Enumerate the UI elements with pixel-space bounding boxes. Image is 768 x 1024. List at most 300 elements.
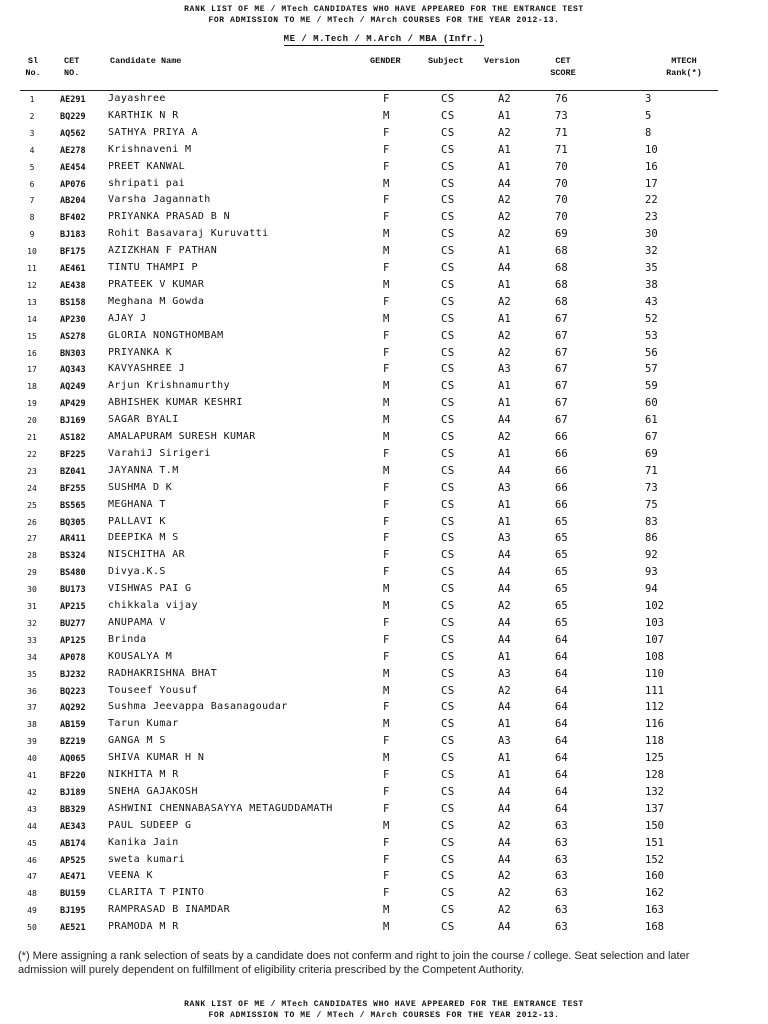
gender: F	[383, 785, 390, 798]
mtech-rank: 162	[645, 887, 664, 900]
cet-score: 66	[555, 464, 568, 477]
subject: CS	[441, 616, 455, 629]
subject: CS	[441, 481, 455, 494]
cet-number: BJ195	[60, 906, 86, 917]
footer-line-2: FOR ADMISSION TO ME / MTech / MArch COURSES FOR THE YEAR 2012-13.	[208, 1011, 560, 1020]
cet-number: AP230	[60, 314, 86, 325]
mtech-rank: 128	[645, 769, 664, 781]
cet-score: 67	[555, 380, 568, 393]
candidate-name: PRIYANKA PRASAD B N	[108, 211, 230, 223]
gender: M	[383, 684, 390, 697]
mtech-rank: 56	[645, 346, 658, 359]
gender: F	[383, 566, 390, 579]
subject: CS	[441, 126, 455, 139]
subject: CS	[441, 414, 455, 427]
mtech-rank: 57	[645, 363, 658, 376]
candidate-name: Arjun Krishnamurthy	[108, 380, 230, 392]
subject: CS	[441, 532, 455, 545]
subject: CS	[441, 194, 455, 207]
gender: F	[383, 735, 390, 748]
gender: M	[383, 718, 390, 731]
cet-number: AE291	[60, 95, 86, 105]
candidate-name: chikkala vijay	[108, 600, 198, 611]
candidate-name: PRATEEK V KUMAR	[108, 278, 205, 290]
sl-number: 9	[29, 230, 35, 240]
cet-score: 64	[555, 785, 568, 798]
cet-score: 66	[555, 447, 568, 460]
gender: M	[383, 109, 390, 122]
col-cet-no	[64, 55, 79, 79]
table-row	[0, 854, 768, 871]
cet-score: 71	[555, 126, 568, 139]
subtitle-text: ME / M.Tech / M.Arch / MBA (Infr.)	[283, 34, 485, 44]
subject: CS	[441, 718, 455, 731]
candidate-name: CLARITA T PINTO	[108, 887, 205, 899]
cet-score: 65	[555, 583, 568, 596]
gender: F	[383, 887, 390, 900]
candidate-name: MEGHANA T	[108, 498, 166, 510]
gender: F	[383, 329, 390, 342]
candidate-name: NIKHITA M R	[108, 769, 179, 780]
cet-score: 63	[555, 887, 568, 900]
cet-number: BJ183	[60, 230, 86, 241]
cet-score: 63	[555, 904, 568, 917]
table-row	[0, 820, 768, 837]
table-row	[0, 904, 768, 921]
sl-number: 42	[27, 787, 37, 797]
version: A1	[498, 515, 511, 528]
candidate-name: RADHAKRISHNA BHAT	[108, 667, 218, 679]
cet-score: 64	[555, 769, 568, 781]
mtech-rank: 83	[645, 515, 658, 528]
subject: CS	[441, 819, 455, 832]
gender: M	[383, 177, 390, 190]
table-row	[0, 735, 768, 752]
cet-number: AR411	[60, 534, 86, 545]
mtech-rank: 152	[645, 853, 664, 866]
sl-number: 40	[27, 754, 37, 764]
cet-number: BJ232	[60, 669, 86, 680]
table-row	[0, 448, 768, 465]
version: A4	[498, 633, 511, 646]
table-row	[0, 549, 768, 566]
gender: M	[383, 228, 390, 241]
mtech-rank: 94	[645, 583, 658, 596]
col-sl-line2: No.	[25, 68, 41, 78]
sl-number: 5	[29, 162, 35, 172]
table-row	[0, 583, 768, 600]
mtech-rank: 125	[645, 752, 664, 765]
version: A4	[498, 836, 511, 849]
sl-number: 18	[27, 382, 37, 392]
mtech-rank: 3	[645, 93, 652, 105]
subject: CS	[441, 447, 455, 460]
sl-number: 21	[27, 433, 37, 442]
col-sl-line1: Sl	[27, 56, 39, 66]
cet-number: BB329	[60, 804, 86, 815]
table-row	[0, 668, 768, 685]
gender: F	[383, 515, 390, 528]
col-rank-line2: Rank(*)	[666, 68, 702, 78]
sl-number: 4	[29, 145, 35, 155]
cet-number: AP078	[60, 652, 86, 663]
table-row	[0, 887, 768, 904]
table-row	[0, 313, 768, 330]
version: A2	[498, 93, 511, 105]
col-candidate-name: Candidate Name	[110, 56, 182, 66]
candidate-name: PRIYANKA K	[108, 346, 173, 358]
table-row	[0, 363, 768, 380]
sl-number: 37	[27, 703, 37, 713]
mtech-rank: 163	[645, 904, 664, 917]
sl-number: 45	[27, 838, 37, 848]
candidate-name: Jayashree	[108, 93, 166, 104]
candidate-name: Sushma Jeevappa Basanagoudar	[108, 701, 288, 713]
table-row	[0, 127, 768, 144]
candidate-name: Brinda	[108, 633, 147, 645]
sl-number: 20	[27, 416, 37, 426]
table-row	[0, 245, 768, 262]
sl-number: 23	[27, 466, 37, 476]
cet-number: BS480	[60, 568, 86, 579]
mtech-rank: 111	[645, 684, 664, 697]
candidate-name: AJAY J	[108, 312, 147, 324]
cet-number: AP076	[60, 179, 86, 190]
cet-score: 64	[555, 735, 568, 748]
col-cet-line2: NO.	[64, 68, 80, 78]
candidate-name: DEEPIKA M S	[108, 532, 179, 544]
cet-score: 65	[555, 600, 568, 612]
cet-number: BQ229	[60, 111, 86, 122]
cet-number: AE461	[60, 264, 86, 274]
mtech-rank: 107	[645, 633, 664, 646]
mtech-rank: 8	[645, 126, 652, 139]
mtech-rank: 102	[645, 600, 664, 612]
sl-number: 39	[27, 737, 37, 747]
subject: CS	[441, 921, 455, 934]
mtech-rank: 69	[645, 447, 658, 460]
subject: CS	[441, 93, 455, 105]
version: A2	[498, 684, 511, 697]
subject: CS	[441, 312, 455, 325]
candidate-name: RAMPRASAD B INAMDAR	[108, 904, 230, 916]
sl-number: 29	[27, 568, 37, 578]
candidate-name: SAGAR BYALI	[108, 414, 179, 426]
gender: F	[383, 262, 390, 274]
table-row	[0, 516, 768, 533]
cet-number: AQ065	[60, 754, 86, 765]
table-row	[0, 685, 768, 702]
gender: M	[383, 667, 390, 680]
subject: CS	[441, 853, 455, 866]
cet-number: AE343	[60, 821, 86, 832]
candidate-name: JAYANNA T.M	[108, 464, 179, 476]
cet-score: 63	[555, 819, 568, 832]
col-score-line2: SCORE	[550, 68, 576, 78]
table-row	[0, 194, 768, 211]
version: A2	[498, 431, 511, 443]
mtech-rank: 67	[645, 431, 658, 443]
candidate-name: KAVYASHREE J	[108, 363, 186, 375]
subject: CS	[441, 549, 455, 562]
cet-score: 65	[555, 616, 568, 629]
sl-number: 10	[27, 247, 37, 257]
cet-number: AE471	[60, 872, 86, 883]
subject: CS	[441, 295, 455, 308]
subject: CS	[441, 887, 455, 900]
col-cet-line1: CET	[64, 56, 80, 66]
sl-number: 26	[27, 517, 37, 527]
version: A2	[498, 228, 511, 241]
sl-number: 17	[27, 365, 37, 375]
mtech-rank: 22	[645, 194, 658, 207]
cet-number: BZ041	[60, 466, 86, 477]
candidate-name: PREET KANWAL	[108, 160, 186, 172]
table-row	[0, 532, 768, 549]
subject: CS	[441, 600, 455, 612]
gender: F	[383, 93, 390, 105]
table-row	[0, 837, 768, 854]
cet-number: AP429	[60, 399, 86, 410]
version: A3	[498, 532, 511, 545]
version: A2	[498, 211, 511, 224]
subject: CS	[441, 785, 455, 798]
sl-number: 24	[27, 483, 37, 493]
sl-number: 30	[27, 585, 37, 595]
version: A4	[498, 549, 511, 562]
gender: F	[383, 481, 390, 494]
gender: M	[383, 380, 390, 393]
gender: M	[383, 397, 390, 410]
cet-number: AE438	[60, 280, 86, 291]
gender: F	[383, 549, 390, 562]
cet-score: 67	[555, 329, 568, 342]
cet-number: BZ219	[60, 737, 86, 748]
candidate-name: PALLAVI K	[108, 515, 166, 527]
candidate-name: SATHYA PRIYA A	[108, 126, 198, 138]
candidate-name: KARTHIK N R	[108, 109, 179, 121]
cet-number: AQ562	[60, 128, 86, 139]
cet-score: 63	[555, 870, 568, 883]
gender: F	[383, 363, 390, 376]
mtech-rank: 17	[645, 177, 658, 190]
version: A4	[498, 785, 511, 798]
cet-score: 67	[555, 414, 568, 427]
sl-number: 1	[29, 95, 35, 104]
cet-number: BF220	[60, 771, 86, 781]
cet-number: AE454	[60, 162, 86, 173]
cet-number: AP215	[60, 602, 86, 612]
sl-number: 22	[27, 449, 37, 459]
subject: CS	[441, 211, 455, 224]
mtech-rank: 61	[645, 414, 658, 427]
subject: CS	[441, 802, 455, 815]
cet-number: BU277	[60, 618, 86, 629]
table-row	[0, 397, 768, 414]
cet-score: 64	[555, 701, 568, 714]
subject: CS	[441, 346, 455, 359]
candidate-name: PAUL SUDEEP G	[108, 819, 192, 831]
version: A2	[498, 904, 511, 917]
version: A1	[498, 650, 511, 663]
gender: F	[383, 701, 390, 714]
cet-number: AE521	[60, 923, 86, 934]
cet-score: 64	[555, 802, 568, 815]
cet-number: AQ249	[60, 382, 86, 393]
mtech-rank: 23	[645, 211, 658, 224]
version: A2	[498, 870, 511, 883]
cet-score: 64	[555, 684, 568, 697]
gender: F	[383, 836, 390, 849]
candidate-name: shripati pai	[108, 177, 186, 189]
mtech-rank: 71	[645, 464, 658, 477]
mtech-rank: 38	[645, 278, 658, 291]
cet-number: BU159	[60, 889, 86, 900]
version: A1	[498, 160, 511, 173]
mtech-rank: 43	[645, 295, 658, 308]
version: A2	[498, 126, 511, 139]
cet-score: 64	[555, 718, 568, 731]
table-row	[0, 786, 768, 803]
version: A4	[498, 464, 511, 477]
table-row	[0, 279, 768, 296]
gender: M	[383, 278, 390, 291]
cet-score: 68	[555, 262, 568, 274]
version: A1	[498, 718, 511, 731]
table-row	[0, 482, 768, 499]
table-row	[0, 499, 768, 516]
mtech-rank: 151	[645, 836, 664, 849]
subject: CS	[441, 735, 455, 748]
cet-number: AB174	[60, 838, 86, 849]
cet-score: 70	[555, 194, 568, 207]
subject: CS	[441, 245, 455, 258]
cet-number: BS158	[60, 297, 86, 308]
table-row	[0, 161, 768, 178]
sl-number: 46	[27, 855, 37, 865]
sl-number: 38	[27, 720, 37, 730]
candidate-name: Touseef Yousuf	[108, 684, 198, 696]
version: A1	[498, 380, 511, 393]
cet-number: BN303	[60, 348, 86, 359]
version: A2	[498, 295, 511, 308]
subject: CS	[441, 397, 455, 410]
candidate-name: NISCHITHA AR	[108, 549, 186, 561]
footer-line-1: RANK LIST OF ME / MTech CANDIDATES WHO HAVE APPEARED FOR THE ENTRANCE TEST	[184, 1000, 584, 1009]
mtech-rank: 110	[645, 667, 664, 680]
mtech-rank: 53	[645, 329, 658, 342]
mtech-rank: 132	[645, 785, 664, 798]
gender: M	[383, 464, 390, 477]
candidate-name: Varsha Jagannath	[108, 194, 211, 206]
gender: F	[383, 143, 390, 156]
version: A3	[498, 481, 511, 494]
cet-number: AP525	[60, 855, 86, 866]
subject: CS	[441, 566, 455, 579]
gender: M	[383, 752, 390, 765]
cet-score: 64	[555, 752, 568, 765]
sl-number: 16	[27, 348, 37, 358]
col-sl	[24, 55, 42, 79]
gender: M	[383, 245, 390, 258]
gender: F	[383, 295, 390, 308]
footnote: (*) Mere assigning a rank selection of seats by a candidate does not conferm and right to join the course / college. Seat selection and later admission will purely dependent on fulfillment of eligibility criteria prescribed by the Competent Authority.	[18, 950, 690, 976]
cet-number: AS182	[60, 433, 86, 443]
cet-score: 65	[555, 532, 568, 545]
candidate-name: Meghana M Gowda	[108, 295, 205, 307]
cet-score: 63	[555, 921, 568, 934]
subject: CS	[441, 836, 455, 849]
table-row	[0, 617, 768, 634]
table-row	[0, 110, 768, 127]
gender: F	[383, 498, 390, 511]
table-row	[0, 465, 768, 482]
version: A4	[498, 802, 511, 815]
gender: M	[383, 904, 390, 917]
candidate-name: Kanika Jain	[108, 836, 179, 848]
subject: CS	[441, 904, 455, 917]
candidate-name: SHIVA KUMAR H N	[108, 752, 205, 764]
sl-number: 31	[27, 602, 37, 611]
cet-score: 69	[555, 228, 568, 241]
cet-number: BS565	[60, 500, 86, 511]
sl-number: 43	[27, 804, 37, 814]
cet-score: 73	[555, 109, 568, 122]
gender: M	[383, 819, 390, 832]
subject: CS	[441, 464, 455, 477]
sl-number: 28	[27, 551, 37, 561]
subject: CS	[441, 498, 455, 511]
subject: CS	[441, 684, 455, 697]
version: A4	[498, 701, 511, 714]
cet-score: 67	[555, 363, 568, 376]
table-row	[0, 921, 768, 938]
table-row	[0, 769, 768, 786]
candidate-name: PRAMODA M R	[108, 921, 179, 933]
mtech-rank: 103	[645, 616, 664, 629]
sl-number: 2	[29, 111, 35, 121]
version: A4	[498, 177, 511, 190]
gender: F	[383, 447, 390, 460]
subject: CS	[441, 262, 455, 274]
sl-number: 15	[27, 331, 37, 341]
version: A3	[498, 363, 511, 376]
version: A2	[498, 329, 511, 342]
subject: CS	[441, 667, 455, 680]
cet-score: 68	[555, 245, 568, 258]
mtech-rank: 59	[645, 380, 658, 393]
version: A1	[498, 397, 511, 410]
subject: CS	[441, 650, 455, 663]
version: A2	[498, 887, 511, 900]
version: A4	[498, 921, 511, 934]
version: A1	[498, 769, 511, 781]
mtech-rank: 118	[645, 735, 664, 748]
version: A1	[498, 752, 511, 765]
table-row	[0, 211, 768, 228]
sl-number: 14	[27, 314, 37, 324]
version: A4	[498, 566, 511, 579]
col-gender: GENDER	[370, 56, 401, 66]
mtech-rank: 168	[645, 921, 664, 934]
candidate-name: VEENA K	[108, 870, 153, 882]
sl-number: 3	[29, 128, 35, 138]
col-rank-line1: MTECH	[671, 56, 697, 66]
version: A2	[498, 346, 511, 359]
mtech-rank: 92	[645, 549, 658, 562]
cet-number: AQ292	[60, 703, 86, 714]
gender: F	[383, 802, 390, 815]
